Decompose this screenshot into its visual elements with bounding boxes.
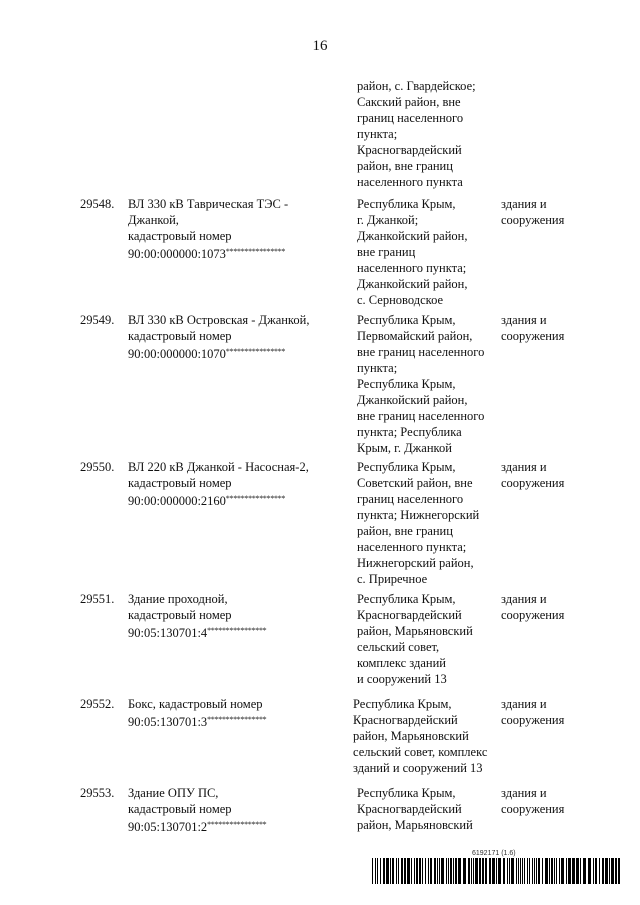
- location-line: населенного пункта: [357, 175, 463, 189]
- location-line: пункта;: [357, 361, 398, 375]
- object-kind: [501, 312, 601, 344]
- name-line: Бокс, кадастровый номер: [128, 697, 263, 711]
- kind-line: сооружения: [501, 802, 565, 816]
- location-line: границ населенного: [357, 111, 464, 125]
- kind-line: здания и: [501, 786, 547, 800]
- kind-line: сооружения: [501, 329, 565, 343]
- location-line: Красногвардейский: [353, 713, 458, 727]
- location-line: Республика Крым,: [353, 697, 452, 711]
- location-line: населенного пункта;: [357, 540, 467, 554]
- location-line: сельский совет,: [357, 640, 440, 654]
- location-line: Республика Крым,: [357, 313, 456, 327]
- location-line: район, с. Гвардейское;: [357, 79, 476, 93]
- location-line: г. Джанкой;: [357, 213, 419, 227]
- kind-line: здания и: [501, 197, 547, 211]
- location-line: район, вне границ: [357, 159, 453, 173]
- cadastral-number: 90:05:130701:2: [128, 820, 208, 834]
- object-name: [128, 459, 343, 509]
- location-line: пункта; Нижнегорский: [357, 508, 480, 522]
- location-line: район, Марьяновский: [353, 729, 469, 743]
- row-number: 29548.: [80, 197, 115, 211]
- barcode-caption: 6192171 (1.6): [472, 850, 516, 857]
- kind-line: сооружения: [501, 213, 565, 227]
- location-line: район, Марьяновский: [357, 624, 473, 638]
- location-line: пункта; Республика: [357, 425, 462, 439]
- location-cell: [357, 591, 497, 687]
- location-cell: [353, 696, 503, 776]
- object-kind: [501, 196, 601, 228]
- asterisk-mark: ****************: [225, 247, 286, 256]
- cadastral-number: 90:05:130701:3: [128, 715, 208, 729]
- continued-location-cell: [357, 78, 507, 190]
- location-line: границ населенного: [357, 492, 464, 506]
- location-line: Первомайский район,: [357, 329, 473, 343]
- location-line: Советский район, вне: [357, 476, 473, 490]
- location-line: Джанкойский район,: [357, 393, 468, 407]
- cadastral-number: 90:05:130701:4: [128, 626, 208, 640]
- kind-line: сооружения: [501, 713, 565, 727]
- row-number: 29550.: [80, 460, 115, 474]
- object-kind: [501, 591, 601, 623]
- location-line: Красногвардейский: [357, 608, 462, 622]
- name-line: кадастровый номер: [128, 229, 232, 243]
- location-line: Нижнегорский район,: [357, 556, 474, 570]
- cadastral-number: 90:00:000000:2160: [128, 494, 226, 508]
- name-line: ВЛ 330 кВ Островская - Джанкой,: [128, 313, 310, 327]
- asterisk-mark: ****************: [207, 715, 267, 724]
- location-line: зданий и сооружений 13: [353, 761, 483, 775]
- asterisk-mark: ****************: [225, 347, 286, 356]
- location-line: вне границ населенного: [357, 409, 485, 423]
- location-line: Республика Крым,: [357, 786, 456, 800]
- location-line: Джанкойский район,: [357, 277, 468, 291]
- page-number: 16: [312, 38, 328, 54]
- location-line: Республика Крым,: [357, 197, 456, 211]
- name-line: кадастровый номер: [128, 608, 232, 622]
- location-line: Джанкойский район,: [357, 229, 468, 243]
- location-line: вне границ населенного: [357, 345, 485, 359]
- kind-line: здания и: [501, 313, 547, 327]
- location-line: район, Марьяновский: [357, 818, 473, 832]
- object-kind: [501, 696, 601, 728]
- location-line: вне границ: [357, 245, 416, 259]
- location-cell: [357, 785, 497, 833]
- object-kind: [501, 459, 601, 491]
- location-line: комплекс зданий: [357, 656, 446, 670]
- object-name: [128, 696, 343, 730]
- name-line: Здание ОПУ ПС,: [128, 786, 219, 800]
- name-line: кадастровый номер: [128, 476, 232, 490]
- kind-line: сооружения: [501, 476, 565, 490]
- location-cell: [357, 196, 497, 308]
- barcode-image: [372, 858, 620, 884]
- cadastral-number: 90:00:000000:1070: [128, 347, 226, 361]
- asterisk-mark: ****************: [207, 820, 267, 829]
- object-name: [128, 591, 343, 641]
- name-line: кадастровый номер: [128, 802, 232, 816]
- location-line: район, вне границ: [357, 524, 453, 538]
- name-line: кадастровый номер: [128, 329, 232, 343]
- kind-line: здания и: [501, 592, 547, 606]
- row-number: 29552.: [80, 697, 115, 711]
- location-line: сельский совет, комплекс: [353, 745, 488, 759]
- name-line: Здание проходной,: [128, 592, 228, 606]
- object-name: [128, 312, 343, 362]
- location-line: Республика Крым,: [357, 592, 456, 606]
- name-line: Джанкой,: [128, 213, 179, 227]
- location-line: с. Серноводское: [357, 293, 444, 307]
- location-cell: [357, 312, 497, 456]
- location-line: Крым, г. Джанкой: [357, 441, 452, 455]
- location-line: с. Приречное: [357, 572, 428, 586]
- location-line: Республика Крым,: [357, 377, 456, 391]
- cadastral-number: 90:00:000000:1073: [128, 247, 226, 261]
- row-number: 29549.: [80, 313, 115, 327]
- location-line: Красногвардейский: [357, 802, 462, 816]
- location-line: населенного пункта;: [357, 261, 467, 275]
- name-line: ВЛ 220 кВ Джанкой - Насосная-2,: [128, 460, 309, 474]
- location-line: пункта;: [357, 127, 398, 141]
- row-number: 29551.: [80, 592, 115, 606]
- row-number: 29553.: [80, 786, 115, 800]
- location-line: и сооружений 13: [357, 672, 447, 686]
- kind-line: здания и: [501, 460, 547, 474]
- kind-line: здания и: [501, 697, 547, 711]
- location-line: Красногвардейский: [357, 143, 462, 157]
- location-line: Сакский район, вне: [357, 95, 461, 109]
- asterisk-mark: ****************: [225, 494, 286, 503]
- object-kind: [501, 785, 601, 817]
- name-line: ВЛ 330 кВ Таврическая ТЭС -: [128, 197, 289, 211]
- object-name: [128, 196, 343, 262]
- location-cell: [357, 459, 497, 587]
- object-name: [128, 785, 343, 835]
- asterisk-mark: ****************: [207, 626, 267, 635]
- location-line: Республика Крым,: [357, 460, 456, 474]
- kind-line: сооружения: [501, 608, 565, 622]
